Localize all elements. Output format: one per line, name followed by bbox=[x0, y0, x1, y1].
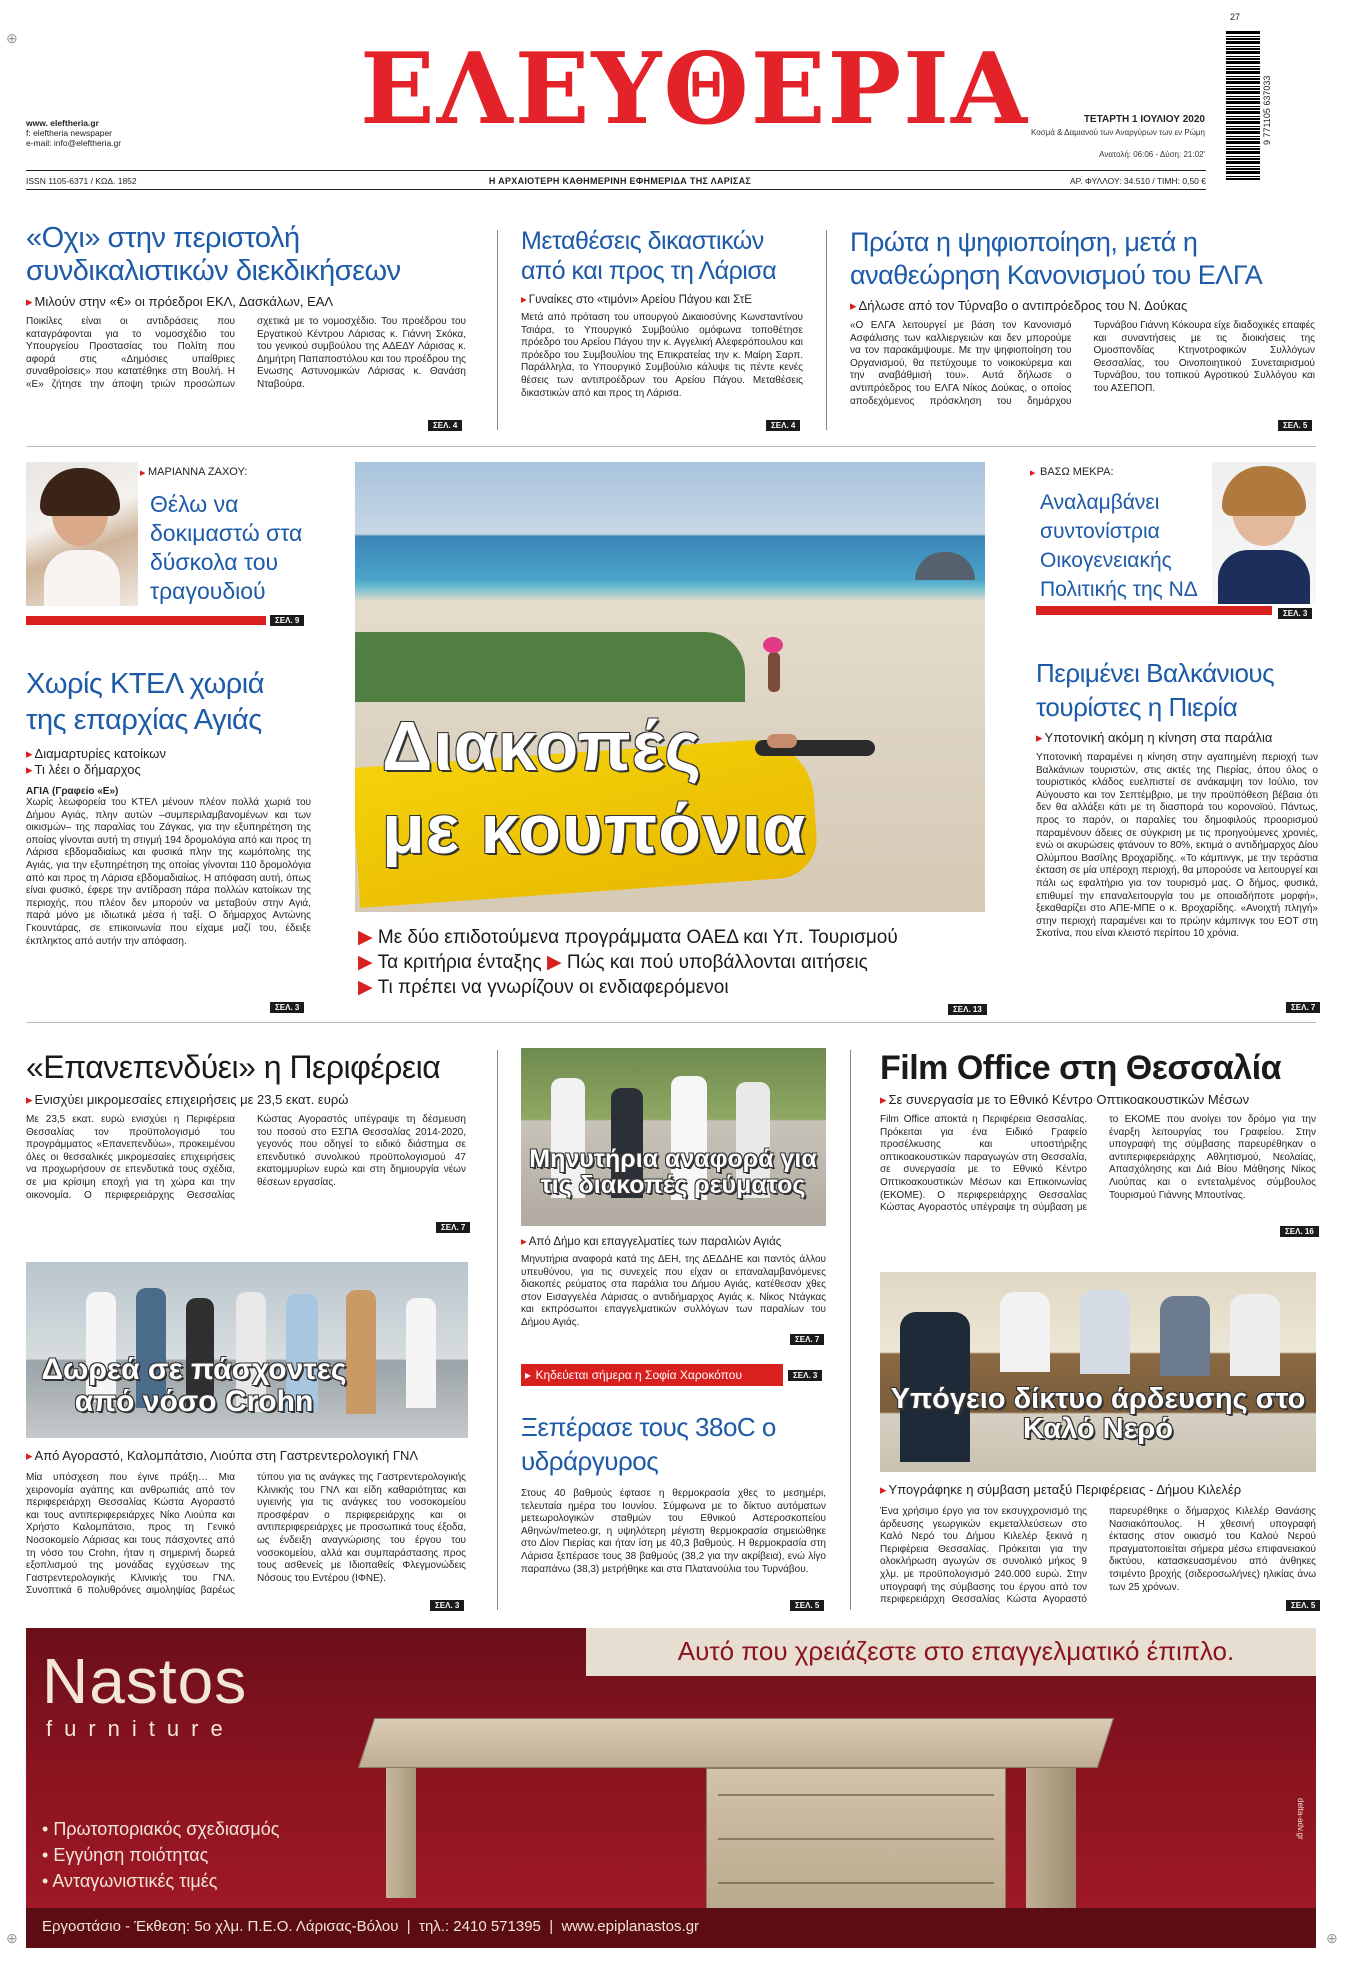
crohn-overlay-title[interactable]: Δωρεά σε πάσχοντες από νόσο Crohn bbox=[41, 1353, 347, 1418]
banner-arrow-icon: ▸ bbox=[525, 1368, 532, 1382]
zachou-kicker: ΜΑΡΙΑΝΝΑ ΖΑΧΟΥ: bbox=[148, 466, 248, 478]
page-ref[interactable]: ΣΕΛ. 4 bbox=[766, 420, 800, 431]
story-pieria[interactable] bbox=[1036, 656, 1318, 1008]
story-kalo-nero[interactable] bbox=[880, 1482, 1316, 1614]
column-divider bbox=[826, 230, 827, 430]
registration-mark: ⊕ bbox=[1326, 1930, 1338, 1946]
section-rule bbox=[26, 446, 1316, 447]
story-title: «Οχι» στην περιστολή συνδικαλιστικών διεκδικήσεων bbox=[26, 222, 401, 287]
mekra-kicker: ΒΑΣΩ ΜΕΚΡΑ: bbox=[1040, 466, 1114, 478]
sunrise-sunset: Ανατολή: 06:06 - Δύση: 21:02' bbox=[1099, 150, 1205, 159]
lead-bullets bbox=[358, 926, 978, 999]
lead-bullet bbox=[358, 976, 978, 999]
zachou-photo bbox=[26, 462, 138, 606]
bullet-arrow-icon: ▶ bbox=[358, 927, 373, 948]
story-ktel[interactable] bbox=[26, 666, 311, 1027]
mekra-kicker-arrow: ▸ bbox=[1030, 467, 1036, 479]
bullet-text: Τι πρέπει να γνωρίζουν οι ενδιαφερόμενοι bbox=[377, 977, 729, 998]
story-byline: ΑΓΙΑ (Γραφείο «Ε») bbox=[26, 786, 119, 797]
story-body: Ποικίλες είναι οι αντιδράσεις που καταγράφονται για το νομοσχέδιο του Υπουργείου Προστασίας του Πολίτη που αφορά στις «Δημόσιες υπαίθριες συναθροίσεις» που κατατέθηκε στη Βουλή. Η «Ε» ζήτησε την άποψη τριών προσώπων σχετικά με το νομοσχέδιο. Του προέδρου του Εργατικού Κέντρου Λάρισας κ. Γιάννη Σκόκα, του γενικού συμβούλου της ΑΔΕΔΥ Λάρισας κ. Δημήτρη Παπαποστόλου και του προέδρου της Ενωσης Αστυνομικών Λάρισας κ. Θανάση Νταβούρα. bbox=[26, 316, 466, 390]
story-body: Μηνυτήρια αναφορά κατά της ΔΕΗ, της ΔΕΔΔΗΕ και παντός άλλου υπευθύνου, για τις συνεχείς που είχαν οι επαναλαμβανόμενες διακοπές ρεύματος στα παράλια του Δήμου Αγιάς, κατέθεσαν χθες στον Εισαγγελέα Λάρισας ο αντιδήμαρχος Αγιάς κ. Νίκος Ντάγκας και εκπρόσωποι επαγγελματικών συλλόγων των παραλίων του Δήμου Αγιάς. bbox=[521, 1254, 826, 1328]
barcode bbox=[1226, 30, 1260, 180]
story-subtitle: ▸ Υποτονική ακόμη η κίνηση στα παράλια bbox=[1036, 730, 1318, 746]
ad-features bbox=[42, 1816, 279, 1894]
story-body: Χωρίς λεωφορεία του ΚΤΕΛ μένουν πλέον πολλά χωριά του Δήμου Αγιάς, πλην αυτών –συμπεριλαμβανομένων και των οικισμών– της παραλίας του Ζάγκας, για την εξυπηρέτηση της οποίας γίνονται αυτή τη στιγμή 194 δρομολόγια από και προς τη Λάρισα εβδομαδιαίως και φυσικά πλην της κωμόπολης της Αγιάς, για την εξυπηρέτηση της οποίας γίνονται 110 δρομολόγια από και προς τη Λάρισα εβδομαδιαίως. Η απόφαση αυτή, όπως είναι φυσικό, έφερε την αντίδραση πάρα πολλών κατοίκων της περιοχής, που πλέον δεν μπορούν να μεταβούν στην Αγιά, παρά μόνο με ιδιωτικά μέσα ή ταξί. Ο δήμαρχος Αντώνης Γκουντάρας, σε επικοινωνία που είχαμε μαζί του, έδειξε έκπληκτος από αυτήν την απόφαση. bbox=[26, 797, 311, 947]
story-perifereia[interactable] bbox=[26, 1048, 466, 1212]
story-body: Ένα χρήσιμο έργο για τον εκσυγχρονισμό της άρδευσης γεωργικών εκμεταλλεύσεων στο Καλό Νερό του Δήμου Κιλελέρ ξεκινά η Περιφέρεια Θεσσαλίας. Πρόκειται για την ολοκλήρωση αγωγών σε συνολικό μήκος 9 χλμ. με προϋπολογισμό 240.000 ευρώ. Στην υπογραφή της σύμβασης του έργου από τον περιφερειάρχη Θεσσαλίας Κώστα Αγοραστό παρευρέθηκε ο δήμαρχος Κιλελέρ Θανάσης Νασιακόπουλος. Η χθεσινή υπογραφή έκτασης στον οικισμό του Καλού Νερού πραγματοποιείται σήμερα μέσω επιφανειακού δικτύου, κατασκευασμένου από άνθηκες τσιμέντο βροχής (σιδεροσωλήνες) ηλικίας άνω των 25 χρόνων. bbox=[880, 1506, 1316, 1606]
page-ref[interactable]: ΣΕΛ. 7 bbox=[436, 1222, 470, 1233]
story-body: «Ο ΕΛΓΑ λειτουργεί με βάση τον Κανονισμό Ασφάλισης των καλλιεργειών και δεν μπορούμε να τον παρακάμψουμε. Με την ψηφιοποίηση του Οργανισμού, θα πετύχουμε το νοικοκύρεμα και την αναβάθμισή του». Αυτά δήλωσε ο αντιπρόεδρος του ΕΛΓΑ Νίκος Δούκας, ο οποίος αποδεχόμενος πρόσκληση του δημάρχου Τυρνάβου Γιάννη Κόκουρα είχε διαδοχικές επαφές και συναντήσεις με τις διοικήσεις της Ομοσπονδίας Κτηνοτροφικών Συλλόγων Θεσσαλίας, του Οινοποιητικού Συνεταιρισμού Τυρνάβου, του τοπικού Αγροτικού Συλλόγου και του ΑΣΕΠΟΠ. bbox=[850, 320, 1315, 407]
page-ref[interactable]: ΣΕΛ. 16 bbox=[1280, 1226, 1319, 1237]
story-title: Film Office στη Θεσσαλία bbox=[880, 1049, 1282, 1087]
page-ref[interactable]: ΣΕΛ. 3 bbox=[1278, 608, 1312, 619]
ad-headline: Αυτό που χρειάζεστε στο επαγγελματικό έπιπλο. bbox=[677, 1636, 1235, 1666]
tagline: Η ΑΡΧΑΙΟΤΕΡΗ ΚΑΘΗΜΕΡΙΝΗ ΕΦΗΜΕΡΙΔΑ ΤΗΣ ΛΑΡΙΣΑΣ bbox=[488, 176, 752, 186]
column-divider bbox=[497, 1050, 498, 1610]
story-title: Πρώτα η ψηφιοποίηση, μετά η αναθεώρηση Κανονισμού του ΕΛΓΑ bbox=[850, 227, 1263, 290]
story-heat[interactable] bbox=[521, 1410, 826, 1602]
story-elga[interactable] bbox=[850, 226, 1315, 410]
kalo-nero-overlay-title[interactable]: Υπόγειο δίκτυο άρδευσης στο Καλό Νερό bbox=[890, 1383, 1306, 1446]
nastos-ad[interactable] bbox=[26, 1628, 1316, 1948]
ad-feature-text: Εγγύηση ποιότητας bbox=[53, 1845, 209, 1865]
kidevetai-banner[interactable] bbox=[521, 1364, 783, 1386]
story-body: Μία υπόσχεση που έγινε πράξη… Μια χειρονομία αγάπης και ανθρωπιάς από τον περιφερειάρχη Θεσσαλίας Κώστα Αγοραστό και τους αντιπεριφερειάρχες Νίκο Λιούπα και Χρήστο Καλομπάτσιο, προς τη Γενικό Νοσοκομείο Λάρισας και τους πάσχοντες από τη νόσο του Crohn, ήταν η σημερινή δωρεά εξοπλισμού της μονάδας εγχύσεων της Γαστρεντερολογικής Κλινικής του ΓΝΛ. Συνοπτικά 6 πολυθρόνες αιμοληψίας βαρέως τύπου για τις ανάγκες της Γαστρεντερολογικής Κλινικής του ΓΝΛ και είδη καθαριότητας και υγιεινής για τις ανάγκες του νοσοκομείου προσφέραν ο περιφερειάρχης και οι αντιπεριφερειάρχες με προσωπικά τους έξοδα, ως ένδειξη αναγνώρισης του έργου του νοσοκομείου, αλλά και συμπαράστασης προς τους ασθενείς με Ιδιοπαθείς Φλεγμονώδεις Νόσους του Εντέρου (ΙΦΝΕ). bbox=[26, 1472, 466, 1597]
ad-feature: • Ανταγωνιστικές τιμές bbox=[42, 1871, 218, 1891]
issue-date: ΤΕΤΑΡΤΗ 1 ΙΟΥΛΙΟΥ 2020 bbox=[1083, 114, 1205, 125]
ad-brand-sub: furniture bbox=[46, 1716, 235, 1741]
story-subtitle: ▸ Διαμαρτυρίες κατοίκων bbox=[26, 746, 311, 762]
page-ref[interactable]: ΣΕΛ. 5 bbox=[790, 1600, 824, 1611]
page-ref[interactable]: ΣΕΛ. 7 bbox=[1286, 1002, 1320, 1013]
banner-label: Κηδεύεται σήμερα η Σοφία Χαροκόπου bbox=[535, 1368, 743, 1382]
story-title: Ξεπέρασε τους 38οC ο υδράργυρος bbox=[521, 1412, 776, 1476]
story-subtitle: ▸ Δήλωσε από τον Τύρναβο ο αντιπρόεδρος του Ν. Δούκας bbox=[850, 298, 1315, 314]
bullet-arrow-icon: ▶ bbox=[358, 952, 373, 973]
page-ref[interactable]: ΣΕΛ. 4 bbox=[428, 420, 462, 431]
facebook-text: f: eleftheria newspaper bbox=[26, 128, 112, 138]
story-body: Με 23,5 εκατ. ευρώ ενισχύει η Περιφέρεια Θεσσαλίας τον προϋπολογισμό του προγράμματος «Επανεπενδύω», προκειμένου όλες οι θεσσαλικές μικρομεσαίες επιχειρήσεις να προχωρήσουν σε επενδυτικά τους σχέδια, σε μια κρίσιμη εποχή για τη χώρα και την οικονομία. Ο περιφερειάρχης Θεσσαλίας Κώστας Αγοραστός υπέγραψε τη δέσμευση του ποσού στο ΕΣΠΑ Θεσσαλίας 2014-2020, γεγονός που οδηγεί το ειδικό διάστημα σε επενδυτικό συνολικού προϋπολογισμού 47 εκατομμυρίων ευρώ και στη δημιουργία νέων θέσεων εργασίας. bbox=[26, 1114, 466, 1201]
masthead bbox=[0, 0, 1346, 190]
ad-feature: • Εγγύηση ποιότητας bbox=[42, 1845, 209, 1865]
column-divider bbox=[850, 1050, 851, 1610]
story-title: Μεταθέσεις δικαστικών από και προς τη Λάρισα bbox=[521, 227, 777, 285]
page-ref[interactable]: ΣΕΛ. 5 bbox=[1278, 420, 1312, 431]
page-ref[interactable]: ΣΕΛ. 5 bbox=[1286, 1600, 1320, 1611]
page-ref[interactable]: ΣΕΛ. 3 bbox=[270, 1002, 304, 1013]
ad-feature-text: Πρωτοποριακός σχεδιασμός bbox=[53, 1819, 280, 1839]
lead-bullet bbox=[358, 926, 978, 949]
registration-mark: ⊕ bbox=[6, 30, 18, 46]
story-subtitle: ▸ Υπογράφηκε η σύμβαση μεταξύ Περιφέρειας - Δήμου Κιλελέρ bbox=[880, 1482, 1316, 1498]
story-metatheseis[interactable] bbox=[521, 226, 803, 402]
story-title: Περιμένει Βαλκάνιους τουρίστες η Πιερία bbox=[1036, 658, 1275, 722]
story-film[interactable] bbox=[880, 1048, 1316, 1222]
newspaper-logo: ΕΛΕΥΘΕΡΙΑ bbox=[360, 32, 1030, 147]
story-syndikalistika[interactable] bbox=[26, 222, 466, 406]
page-ref[interactable]: ΣΕΛ. 9 bbox=[270, 615, 304, 626]
barcode-code: 27 bbox=[1230, 12, 1241, 22]
story-subtitle: ▸ Ενισχύει μικρομεσαίες επιχειρήσεις με 23,5 εκατ. ευρώ bbox=[26, 1092, 466, 1108]
zachou-redbar bbox=[26, 616, 266, 625]
desk-illustration bbox=[326, 1698, 1126, 1918]
story-subtitle: ▸ Σε συνεργασία με το Εθνικό Κέντρο Οπτικοακουστικών Μέσων bbox=[880, 1092, 1316, 1108]
ad-credit: delta-adv.gr bbox=[1296, 1798, 1305, 1840]
mnimouria-overlay-title[interactable]: Μηνυτήρια αναφορά για τις διακοπές ρεύματος bbox=[529, 1145, 817, 1200]
story-subtitle: ▸ Γυναίκες στο «τιμόνι» Αρείου Πάγου και ΣτΕ bbox=[521, 292, 803, 306]
mekra-redbar bbox=[1036, 606, 1272, 615]
ad-brand: Nastos bbox=[42, 1645, 248, 1717]
page-ref[interactable]: ΣΕΛ. 13 bbox=[948, 1004, 987, 1015]
page-ref[interactable]: ΣΕΛ. 7 bbox=[790, 1334, 824, 1345]
story-title: «Επανεπενδύει» η Περιφέρεια bbox=[26, 1049, 441, 1085]
story-body: Film Office αποκτά η Περιφέρεια Θεσσαλίας. Πρόκειται για ένα Ειδικό Γραφείο προσέλκυσης και υποστήριξης οπτικοακουστικών παραγωγών στη Θεσσαλία, σε συνεργασία με το Εθνικό Κέντρο Οπτικοακουστικών Μέσων και Επικοινωνίας (ΕΚΟΜΕ). Ο περιφερειάρχης Θεσσαλίας Κώστας Αγοραστός υπέγραψε τη σύμβαση με το ΕΚΟΜΕ που ανοίγει τον δρόμο για την έναρξη λειτουργίας του Γραφείου. Στην υπογραφή της σύμβασης παρευρέθηκαν ο αντιπεριφερειάρχης Αθλητισμού, Νεολαίας, Απασχόλησης και Διά Βίου Μάθησης Νίκος Λιούπας και ο εντεταλμένος σύμβουλος Τουρισμού Γιάννης Μπουτίνας. bbox=[880, 1114, 1316, 1214]
ad-footer: Εργοστάσιο - Έκθεση: 5ο χλμ. Π.Ε.Ο. Λάρισας-Βόλου | τηλ.: 2410 571395 | www.epiplanastos.gr bbox=[42, 1918, 700, 1935]
column-divider bbox=[497, 230, 498, 430]
page-ref[interactable]: ΣΕΛ. 3 bbox=[430, 1600, 464, 1611]
issue-number: ΑΡ. ΦΥΛΛΟΥ: 34.510 / ΤΙΜΗ: 0,50 € bbox=[1069, 176, 1206, 186]
mekra-photo bbox=[1212, 462, 1316, 604]
website-text: www. eleftheria.gr bbox=[26, 118, 99, 128]
story-body: Υποτονική παραμένει η κίνηση στην αγαπημένη περιοχή των Βαλκάνιων τουριστών, στις ακτές της Πιερίας, όπου όλος ο τουριστικός κλάδος ευελπιστεί σε ανάκαμψη τον Ιούλιο, τον Αύγουστο και τον Σεπτέμβριο, με την προϋπόθεση βέβαια ότι δεν θα αλλάξει κάτι με τη διασπορά του κορονοϊού. Πάντως, προς το παρόν, οι παραλίες του δημοφιλούς προορισμού παραμένουν άδειες σε σύγκριση με τις προηγούμενες χρονιές, ενώ οι ακυρώσεις φτάνουν το 80%, εκτιμά ο αντιδήμαρχος Δίου Ολύμπου Βασίλης Βροχαρίδης. «Το κάμπινγκ, με την τεράστια έκταση σε μία υπέροχη περιοχή, θα μπορούσε να λειτουργεί και πάλι ως εφαλτήριο για τον τουρισμό μας. Ο δήμος, φυσικά, επιθυμεί την επαναλειτουργία του με οποιαδήποτε μορφή», ξεκαθαρίζει στο ΑΠΕ-ΜΠΕ ο κ. Βροχαρίδης. «Ανοιχτή πληγή» στην περιοχή παραμένει και το πρώην κάμπινγκ του ΕΟΤ στη Σκοτίνα, που είναι κλειστό περίπου 10 χρόνια. bbox=[1036, 752, 1318, 940]
email-text: e-mail: info@eleftheria.gr bbox=[26, 138, 122, 148]
story-subtitle: ▸ Τι λέει ο δήμαρχος bbox=[26, 762, 311, 778]
ad-feature: • Πρωτοποριακός σχεδιασμός bbox=[42, 1819, 280, 1839]
lead-bullet bbox=[358, 951, 978, 974]
bullet-arrow-icon: ▶ bbox=[358, 977, 373, 998]
contact-list bbox=[26, 118, 121, 148]
bullet-text: Με δύο επιδοτούμενα προγράμματα ΟΑΕΔ και Υπ. Τουρισμού bbox=[377, 927, 898, 948]
lead-title-line1[interactable]: Διακοπές bbox=[382, 707, 702, 785]
story-body: Στους 40 βαθμούς έφτασε η θερμοκρασία χθες το μεσημέρι, τελευταία ημέρα του Ιουνίου. Σύμφωνα με το δίκτυο αυτόματων μετεωρολογικών σταθμών του Εθνικού Αστεροσκοπείου Αθηνών/meteo.gr, η υψηλότερη μέγιστη θερμοκρασία σημειώθηκε στο Δίον Πιερίας και ήταν ίση με 40,3 βαθμούς. Η θερμοκρασία στη Λάρισα ξεπέρασε τους 38 βαθμούς (38,2 για την ακρίβεια), ενώ λίγο παραπάνω (38,3) μετρήθηκε και στα Πλατανούλια του Τυρνάβου. bbox=[521, 1488, 826, 1575]
section-rule bbox=[26, 1022, 1316, 1023]
story-subtitle: ▸ Μιλούν στην «€» οι πρόεδροι ΕΚΛ, Δασκάλων, ΕΑΛ bbox=[26, 294, 466, 310]
bullet-text: Τα κριτήρια ένταξης bbox=[377, 952, 542, 973]
zachou-kicker-arrow: ▸ bbox=[140, 467, 146, 479]
lead-title-line2[interactable]: με κουπόνια bbox=[382, 790, 807, 868]
saints-day: Κοσμά & Δαμιανού των Αναργύρων των εν Ρώμη bbox=[1030, 128, 1205, 137]
barcode-number: 9 771105 637033 bbox=[1262, 75, 1272, 145]
story-mnimouria[interactable] bbox=[521, 1234, 826, 1346]
issn-text: ISSN 1105-6371 / ΚΩΔ. 1852 bbox=[26, 176, 137, 186]
story-subtitle: ▸ Από Δήμο και επαγγελματίες των παραλιών Αγιάς bbox=[521, 1234, 826, 1248]
masthead-rule-top bbox=[26, 170, 1206, 171]
registration-mark: ⊕ bbox=[6, 1930, 18, 1946]
story-title: Χωρίς ΚΤΕΛ χωριά της επαρχίας Αγιάς bbox=[26, 668, 264, 736]
story-subtitle: ▸ Από Αγοραστό, Καλομπάτσιο, Λιούπα στη Γαστρεντερολογική ΓΝΛ bbox=[26, 1448, 466, 1464]
zachou-title[interactable]: Θέλω να δοκιμαστώ στα δύσκολα του τραγουδιού bbox=[150, 491, 303, 604]
story-crohn[interactable] bbox=[26, 1448, 466, 1604]
bullet-arrow-icon: ▶ bbox=[546, 952, 562, 973]
masthead-rule-bottom bbox=[26, 189, 1206, 190]
bullet-text: Πώς και πού υποβάλλονται αιτήσεις bbox=[566, 952, 868, 973]
mekra-title[interactable]: Αναλαμβάνει συντονίστρια Οικογενειακής Πολιτικής της ΝΔ bbox=[1040, 491, 1198, 601]
page-ref[interactable]: ΣΕΛ. 3 bbox=[788, 1370, 822, 1381]
ad-feature-text: Ανταγωνιστικές τιμές bbox=[52, 1871, 218, 1891]
mnimouria-photo bbox=[521, 1048, 826, 1226]
story-body: Μετά από πρόταση του υπουργού Δικαιοσύνης Κωνσταντίνου Τσιάρα, το Υπουργικό Συμβούλιο ομόφωνα τοποθέτησε πρόεδρο του Αρείου Πάγου την κ. Αγγελική Αλεφερόπουλου και πρόεδρο του Συμβουλίου της Επικρατείας την κ. Μαίρη Σαρπ. Παράλληλα, το Υπουργικό Συμβούλιο κάλυψε τις πέντε κενές θέσεις των αντιπροέδρων του Αρείου Πάγου. Μεταθέσεις δικαστικών από και προς τη Λάρισα. bbox=[521, 312, 803, 399]
